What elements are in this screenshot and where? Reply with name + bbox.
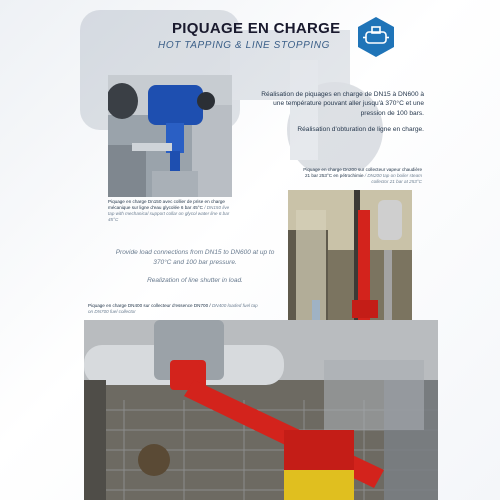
- description-english-p2: Realization of line shutter in load.: [147, 277, 243, 285]
- description-english-p1: Provide load connections from DN15 to DN600 at up to 370°C and 100 bar pressure.: [115, 249, 275, 266]
- caption-photo3-en: DN400 loaded fuel tap on DN700 fuel collector: [88, 303, 258, 315]
- caption-photo2-fr: Piquage en charge Dn200 sur collecteur vapeur chaudière 21 bar 253°C en pétrochimie: [303, 167, 422, 179]
- pipe-hexagon-icon: [355, 16, 397, 58]
- caption-photo2: [297, 167, 422, 185]
- caption-photo1: [108, 199, 236, 223]
- photo-dn150-hot-tap: [108, 75, 232, 197]
- photo-dn400-fuel-tap: [84, 320, 438, 500]
- page-title: PIQUAGE EN CHARGE: [172, 20, 341, 37]
- caption-photo2-en: / DN200 tap on boiler steam collector 21 bar at 253°C: [364, 173, 422, 185]
- caption-photo3: [88, 303, 258, 315]
- description-french-p1: Réalisation de piquages en charge de DN15 à DN600 à une température pouvant aller jusqu'à 370°C et une pression de 100 bars.: [261, 91, 424, 117]
- caption-photo1-fr: Piquage en charge Dn150 avec collier de prise en charge mécanique sur ligne d'eau glycolée 6 bar 45°C: [108, 199, 225, 211]
- description-french: [252, 90, 424, 142]
- description-french-p2: Réalisation d'obturation de ligne en charge.: [297, 126, 424, 134]
- caption-photo1-en: / DN150 live tap with mechanical support collar on glycol water line 6 bar 45°C: [108, 205, 230, 223]
- caption-photo3-fr: Piquage en charge DN400 sur collecteur d'essence DN700 /: [88, 303, 211, 308]
- description-english: [115, 248, 275, 295]
- page-subtitle: HOT TAPPING & LINE STOPPING: [158, 40, 330, 51]
